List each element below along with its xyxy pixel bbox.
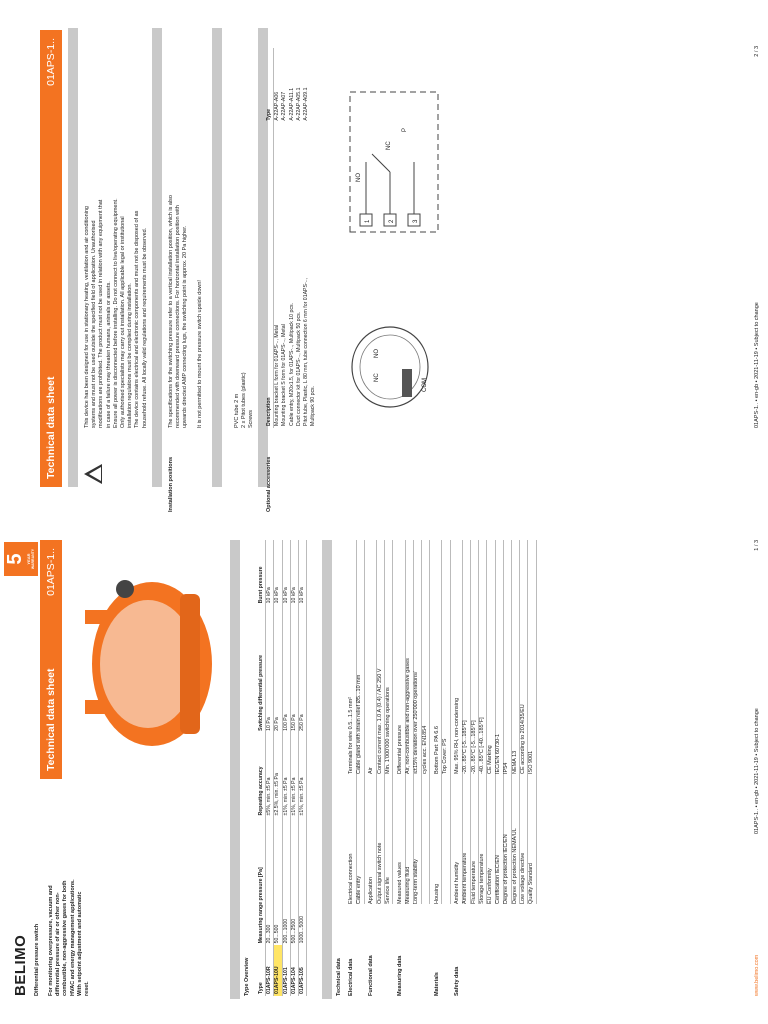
tech-value: Max. 95% RH, non-condensing bbox=[454, 697, 461, 774]
intro-line: differential pressure of air or other non- bbox=[55, 892, 62, 996]
footer-meta: 01APS-1.. • en-gb • 2021-11-19 • Subject to change bbox=[754, 708, 760, 834]
tech-key: Fluid temperature bbox=[470, 860, 477, 904]
tech-value: Bottom Part: PA 6.6 bbox=[433, 726, 440, 774]
footer-meta: 01APS-1.. • en-gb • 2021-11-19 • Subject to change bbox=[754, 302, 760, 428]
tech-key: Measuring fluid bbox=[405, 866, 412, 904]
tech-value: cycles acc. EN1854 bbox=[421, 725, 428, 774]
safety-line: household refuse. All locally valid regulations and requirements must be observed. bbox=[141, 227, 148, 428]
type-table-cell: ±1%, min. ±5 Pa bbox=[298, 733, 306, 818]
tech-key: Degree of protection NEMA/UL bbox=[511, 828, 518, 904]
type-table-header: Switching differential pressure bbox=[258, 605, 266, 732]
accessories-cell: A-22AP-A09.1 bbox=[302, 87, 309, 121]
accessories-cell: A-22AP-A05.1 bbox=[295, 87, 302, 121]
safety-line: The device contains electrical and electronic components and must not be disposed of as bbox=[134, 210, 141, 428]
type-overview-heading: Type Overview bbox=[244, 957, 250, 996]
banner-code: 01APS-1.. bbox=[45, 38, 57, 86]
tech-group-label: Functional data bbox=[368, 955, 375, 996]
wiring-diagram bbox=[330, 82, 450, 422]
tech-key: Service life bbox=[384, 877, 391, 904]
safety-line: This device has been designed for use in stationary heating, ventilation and air conditioning bbox=[84, 206, 90, 428]
type-table-cell: 10 kPa bbox=[274, 540, 282, 605]
terminal-2: 2 bbox=[389, 219, 395, 223]
type-table-cell: 200...1000 bbox=[282, 817, 290, 945]
type-table bbox=[258, 540, 307, 996]
type-table-header: Repeating accuracy bbox=[258, 733, 266, 818]
table-row bbox=[296, 48, 303, 428]
tech-value: NEMA 13 bbox=[511, 750, 518, 774]
tech-value: -40...85°C [-40...185°F] bbox=[478, 717, 485, 774]
accessories-cell: A-22AP-A06 bbox=[274, 91, 281, 121]
accessories-cell bbox=[310, 48, 317, 123]
tech-value: Air bbox=[368, 767, 375, 774]
type-table-cell: 150 Pa bbox=[290, 605, 298, 732]
accessories-cell: Cable entry, M20x1.5, for 01APS-.., Multipack 10 pcs. bbox=[288, 302, 295, 426]
tech-value: IP54 bbox=[503, 762, 510, 774]
row-divider bbox=[429, 540, 430, 904]
tech-value: Contact current max. 1.0 A (0.4) / AC 250 V bbox=[376, 668, 383, 774]
tech-key: Long-term stability bbox=[413, 859, 420, 904]
accessories-cell: A-22AP-A07 bbox=[281, 91, 288, 121]
tech-key: Ambient temperature bbox=[462, 852, 469, 904]
com-label: COM bbox=[422, 378, 428, 392]
warranty-badge: 5 YEAR WARRANTY bbox=[4, 542, 38, 576]
tech-value: Differential pressure bbox=[397, 724, 403, 774]
type-table-cell: 01APS-10R bbox=[266, 945, 274, 996]
type-overview-band bbox=[230, 540, 240, 999]
intro-line: combustible, non-aggressive gases for both bbox=[62, 880, 69, 996]
accessories-cell: Multipack 90 pcs. bbox=[310, 385, 317, 426]
accessories-header: Type bbox=[266, 48, 274, 123]
tech-key: Degree of protection IEC/EN bbox=[503, 834, 510, 904]
type-table-cell: ±1%, min. ±5 Pa bbox=[290, 733, 298, 818]
tech-key: Output signal switch note bbox=[376, 842, 383, 904]
type-table-cell: 10 kPa bbox=[290, 540, 298, 605]
installation-line bbox=[190, 195, 197, 428]
tech-key: EU Conformity bbox=[487, 868, 493, 904]
table-row bbox=[274, 48, 282, 428]
row-divider bbox=[450, 540, 451, 904]
delivery-list bbox=[234, 372, 256, 428]
tech-value: Air, non-combustible and non-aggressive gases bbox=[405, 658, 412, 774]
table-row bbox=[281, 48, 288, 428]
type-table-cell: 01APS-10U bbox=[274, 945, 282, 996]
accessories-header: Description bbox=[266, 123, 274, 428]
type-table-cell: 01APS-101 bbox=[282, 945, 290, 996]
safety-line: modifications are prohibited. The product must not be used in relation with any equipment that bbox=[98, 199, 105, 428]
type-table-cell: 10 Pa bbox=[266, 605, 274, 732]
tech-key: Measured values bbox=[397, 862, 403, 904]
type-table-header: Measuring range pressure [Pa] bbox=[258, 817, 266, 945]
type-table-cell: 500...2500 bbox=[290, 817, 298, 945]
belimo-logo: BELIMO bbox=[12, 934, 29, 996]
nc-label-right: NC bbox=[386, 141, 392, 150]
type-table-cell: 10 kPa bbox=[298, 540, 306, 605]
tech-value: ≤±15% deviation over 250'000 operations/ bbox=[413, 671, 420, 774]
technical-data-band bbox=[322, 540, 332, 999]
delivery-band bbox=[212, 28, 222, 487]
accessories-cell: Mounting bracket S form for 01APS-.., Metal bbox=[281, 324, 288, 426]
tech-value: -20...85°C [-5...185°F] bbox=[470, 720, 477, 774]
table-row bbox=[310, 48, 317, 428]
delivery-item: 2 x Pitot tubes (plastic) bbox=[241, 372, 248, 428]
intro-text bbox=[48, 879, 91, 996]
row-divider bbox=[495, 540, 496, 904]
tech-value: CE Marking bbox=[487, 745, 493, 774]
accessories-cell: Pitot tube, Plastic, L 80 mm, tube connection 6 mm for 01APS-.., bbox=[302, 277, 309, 426]
tech-value: -20...85°C [-5...185°F] bbox=[462, 720, 469, 774]
row-divider bbox=[421, 540, 422, 904]
tech-key: Ambient humidity bbox=[454, 861, 461, 904]
technical-data-heading: Technical data bbox=[336, 958, 342, 996]
tech-group-label: Measuring data bbox=[397, 955, 403, 996]
intro-line: For monitoring overpressure, vacuum and bbox=[48, 885, 54, 996]
type-table-cell: 10 kPa bbox=[282, 540, 290, 605]
accessories-cell: Mounting bracket L form for 01APS-.., Metal bbox=[274, 324, 281, 426]
installation-line: upwards directed AMP connecting lugs, the switching point is approx. 20 Pa higher. bbox=[182, 225, 189, 428]
type-table-cell: ±1%, min. ±5 Pa bbox=[282, 733, 290, 818]
installation-label: Installation positions bbox=[168, 456, 174, 512]
banner-code: 01APS-1.. bbox=[45, 548, 57, 596]
tech-value: ISO 9001 bbox=[528, 750, 534, 774]
terminal-1: 1 bbox=[365, 219, 371, 223]
safety-line: in case of a failure may threaten humans, animals or assets. bbox=[105, 281, 112, 428]
type-table-cell: ±5%, min. ±5 Pa bbox=[266, 733, 274, 818]
row-divider bbox=[527, 540, 528, 904]
intro-line: With setpoint adjustment and automatic bbox=[76, 891, 83, 996]
table-row bbox=[303, 48, 310, 428]
footer-page: 2 / 3 bbox=[754, 46, 760, 57]
table-row bbox=[266, 540, 274, 996]
row-divider bbox=[441, 540, 442, 904]
terminal-3: 3 bbox=[413, 219, 419, 223]
safety-line: installation regulations must be complied during installation. bbox=[127, 283, 134, 428]
tech-key: Electrical connection bbox=[348, 853, 354, 904]
safety-band bbox=[68, 28, 78, 487]
tech-value: Cable gland with strain relief Ø5...10 mm bbox=[356, 674, 363, 774]
type-table-header: Type bbox=[258, 945, 266, 996]
footer-page: 1 / 3 bbox=[754, 540, 760, 551]
tech-key: Housing bbox=[433, 883, 440, 904]
table-row bbox=[290, 540, 298, 996]
tech-group-label: Materials bbox=[433, 972, 440, 996]
type-table-cell: 20 Pa bbox=[274, 605, 282, 732]
tech-key: Quality Standard bbox=[528, 863, 534, 904]
title-banner bbox=[40, 30, 62, 487]
type-table-header: Burst pressure bbox=[258, 540, 266, 605]
footer-web[interactable]: www.belimo.com bbox=[754, 954, 760, 996]
table-row bbox=[298, 540, 306, 996]
tech-value: IEC/EN 60730-1 bbox=[495, 733, 502, 774]
type-table-cell: ±2.5%, min. ±5 Pa bbox=[274, 733, 282, 818]
table-row bbox=[289, 48, 296, 428]
type-table-cell: 01APS-105 bbox=[298, 945, 306, 996]
tech-value: Min. 1'000'000 switching operations bbox=[384, 687, 391, 774]
delivery-item: Screws bbox=[248, 409, 255, 428]
product-name: Differential pressure switch bbox=[34, 923, 40, 996]
safety-line: systems and must not be used outside the specified field of application. Unauthorised bbox=[91, 220, 98, 428]
p-label: P bbox=[402, 127, 408, 132]
row-divider bbox=[392, 540, 393, 904]
tech-group-label: Electrical data bbox=[348, 958, 354, 996]
product-photo bbox=[70, 564, 220, 774]
title-banner bbox=[40, 540, 62, 779]
intro-line: HVAC and energy management applications. bbox=[69, 879, 76, 996]
type-table-cell: 100 Pa bbox=[282, 605, 290, 732]
safety-notes bbox=[84, 198, 149, 428]
banner-title: Technical data sheet bbox=[45, 376, 57, 479]
row-divider bbox=[364, 540, 365, 904]
accessories-cell: A-22AP-A11.1 bbox=[288, 87, 295, 121]
row-divider bbox=[536, 540, 537, 904]
tech-value: Top Cover: PS bbox=[442, 738, 448, 774]
warning-icon-inner bbox=[89, 467, 101, 481]
type-table-cell: 10 kPa bbox=[266, 540, 274, 605]
tech-key: Certification IEC/EN bbox=[495, 855, 502, 904]
installation-line: The specifications for the switching pressure refer to a vertical installation position, which is also bbox=[168, 195, 174, 428]
banner-title: Technical data sheet bbox=[45, 668, 57, 771]
type-table-cell: 250 Pa bbox=[298, 605, 306, 732]
no-label-right: NO bbox=[356, 173, 362, 182]
tech-key: Cable entry bbox=[356, 875, 363, 904]
type-table-cell: 01APS-104 bbox=[290, 945, 298, 996]
safety-line: Only authorised specialists may carry out installation. All applicable legal or institutional bbox=[120, 216, 127, 428]
row-divider bbox=[486, 540, 487, 904]
accessories-table bbox=[266, 48, 317, 428]
installation-line: recommended with downward pressure connections. For horizontal installation position with bbox=[175, 205, 182, 428]
tech-key: Application bbox=[368, 877, 375, 904]
type-table-cell: 20...300 bbox=[266, 817, 274, 945]
tech-value: Terminals for wire 0.5...1.5 mm² bbox=[348, 696, 354, 774]
tech-value: CE according to 2014/35/EU bbox=[519, 704, 526, 774]
type-table-cell: 50...500 bbox=[274, 817, 282, 945]
table-row bbox=[274, 540, 282, 996]
table-row bbox=[282, 540, 290, 996]
installation-line: It is not permitted to mount the pressure switch upside down! bbox=[196, 280, 203, 428]
nc-label-left: NC bbox=[374, 373, 380, 382]
installation-band bbox=[152, 28, 162, 487]
accessories-cell: Duct connector kit for 01APS-.., Multipack 50 pcs. bbox=[295, 311, 302, 426]
accessories-label: Optional accessories bbox=[266, 456, 272, 512]
type-table-cell: 1000...5000 bbox=[298, 817, 306, 945]
tech-key: Low voltage directive bbox=[519, 852, 526, 904]
tech-group-label: Safety data bbox=[454, 966, 461, 996]
safety-line: Ensure all power is disconnected before installing. Do not connect to live/operating equipment. bbox=[112, 198, 119, 428]
installation-text bbox=[168, 195, 204, 428]
page-1 bbox=[0, 512, 768, 1024]
delivery-item: PVC tube 2 m bbox=[234, 393, 240, 428]
tech-key: Storage temperature bbox=[478, 853, 485, 904]
intro-line: reset. bbox=[84, 981, 91, 996]
no-label-left: NO bbox=[374, 349, 380, 358]
